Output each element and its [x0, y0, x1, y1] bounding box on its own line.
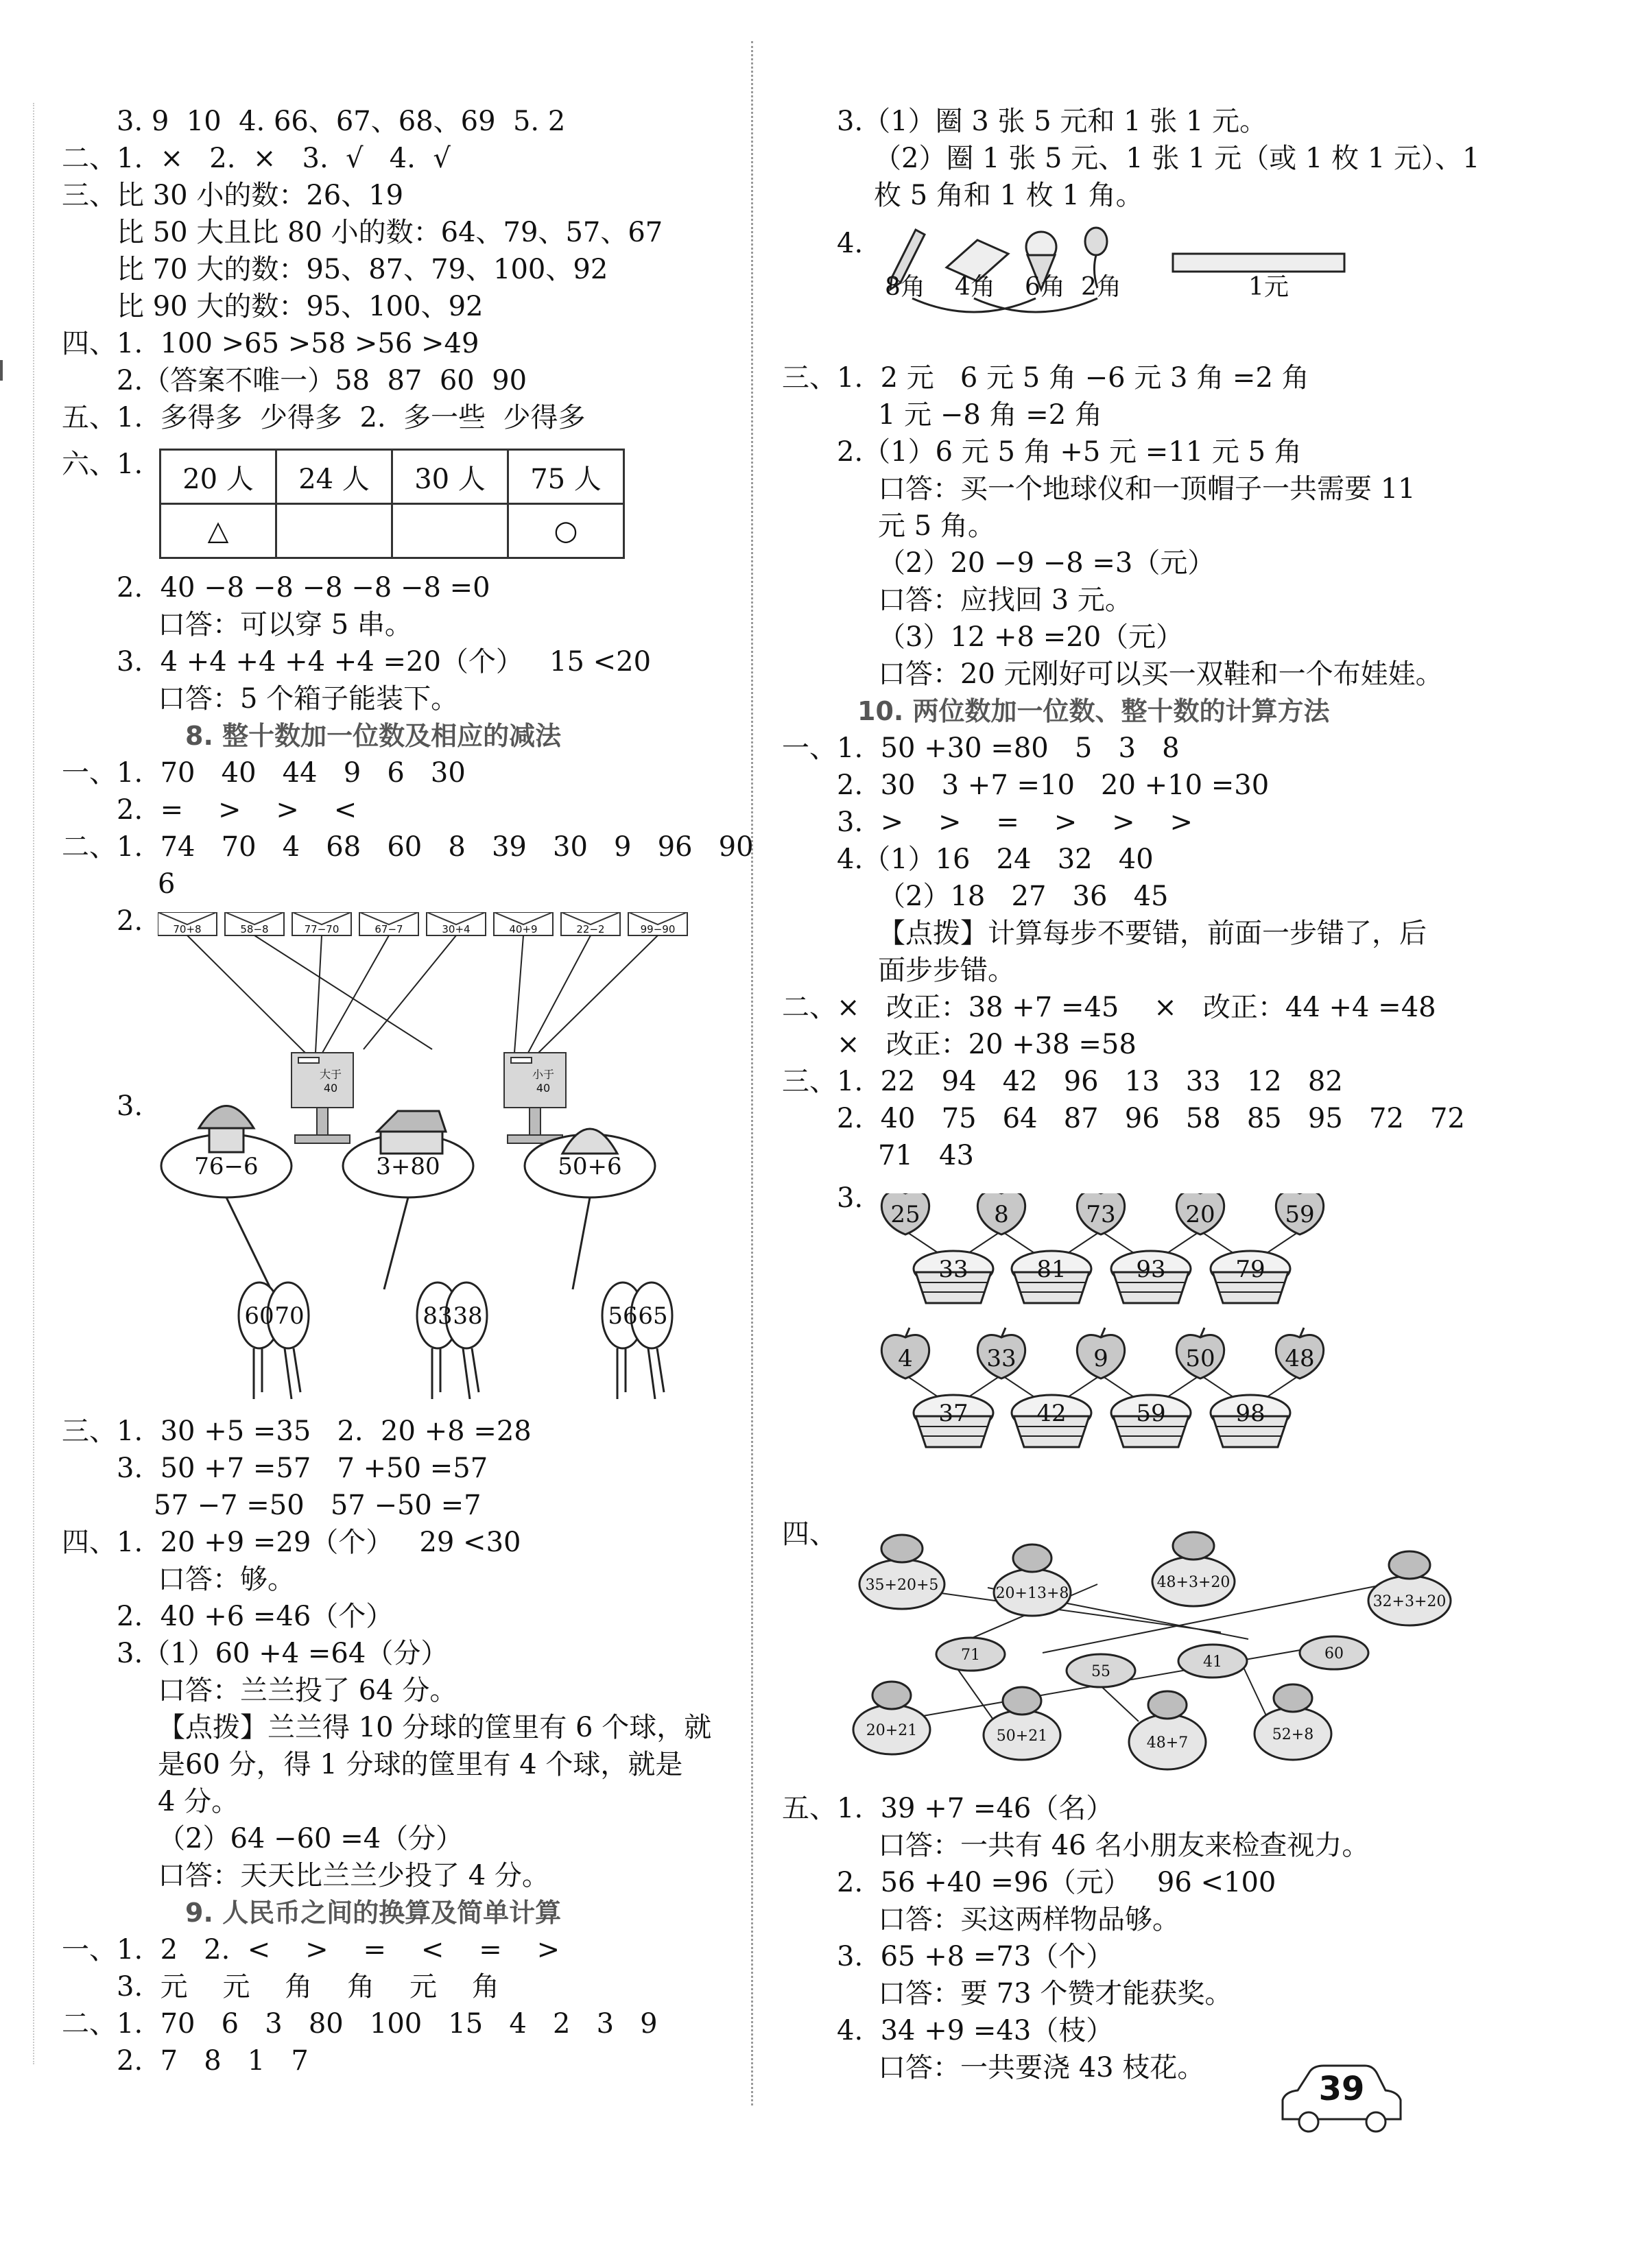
answer-line: 一、1. 2 2. < > = < = >	[62, 1934, 560, 1966]
leaf-number: 60	[1324, 1645, 1344, 1662]
frog-icon	[984, 1687, 1060, 1760]
mailbox-label: 大于 40	[319, 1068, 342, 1095]
answer-line: 四、1. 20 +9 =29（个） 29 <30	[62, 1527, 521, 1558]
answer-line: 71 43	[878, 1140, 974, 1171]
answer-line: 口答：一共有 46 名小朋友来检查视力。	[878, 1830, 1370, 1861]
table-header: 24 人	[276, 450, 392, 504]
basket-number: 93	[1136, 1256, 1166, 1283]
envelope-label: 70+8	[173, 923, 202, 935]
answer-line: 三、1. 22 94 42 96 13 33 12 82	[782, 1066, 1343, 1097]
answer-line: 比 50 大且比 80 小的数：64、79、57、67	[117, 217, 663, 248]
answer-line: （2）64 −60 =4（分）	[158, 1823, 464, 1854]
answer-line: 2.	[117, 905, 143, 937]
answer-line: 4. 34 +9 =43（枝）	[837, 2015, 1114, 2046]
answer-line: （2）圈 1 张 5 元、1 张 1 元（或 1 枚 1 元）、1	[874, 143, 1480, 174]
key-icon	[602, 1282, 672, 1399]
house-expression: 50+6	[558, 1153, 622, 1180]
key-number: 38	[453, 1302, 483, 1330]
apple-number: 9	[1093, 1345, 1108, 1372]
answer-line: 比 70 大的数：95、87、79、100、92	[117, 254, 608, 285]
answer-line: 2. 56 +40 =96（元） 96 <100	[837, 1867, 1276, 1898]
price-label: 1元	[1248, 273, 1289, 301]
basket-number: 79	[1235, 1256, 1265, 1283]
envelope-label: 77−70	[304, 923, 340, 935]
frog-icon	[853, 1682, 930, 1754]
frog-icon	[859, 1535, 944, 1609]
apple-number: 4	[898, 1345, 913, 1372]
answer-line: 六、1.	[62, 449, 143, 480]
table-header: 30 人	[392, 450, 508, 504]
price-label: 2角	[1081, 273, 1121, 301]
answer-line: 一、1. 50 +30 =80 5 3 8	[782, 732, 1180, 764]
envelope-label: 99−90	[640, 923, 676, 935]
answer-line: 口答：一共要浇 43 枝花。	[878, 2052, 1205, 2084]
answer-line: （2）18 27 36 45	[878, 881, 1169, 912]
frog-leaf-figure	[851, 1516, 1468, 1776]
page-edge-line	[33, 103, 34, 2064]
envelope-label: 67−7	[374, 923, 403, 935]
basket-number: 81	[1036, 1256, 1067, 1283]
envelope-label: 30+4	[442, 923, 471, 935]
answer-line: 二、1. × 2. × 3. √ 4. √	[62, 143, 451, 174]
basket-number: 33	[938, 1256, 968, 1283]
key-number: 83	[423, 1302, 453, 1330]
frog-expression: 50+21	[996, 1728, 1048, 1745]
answer-line: 三、比 30 小的数：26、19	[62, 180, 404, 211]
answer-line: 口答：天天比兰兰少投了 4 分。	[158, 1860, 549, 1891]
answer-line: 3.	[117, 1090, 143, 1122]
answer-line: 三、1. 2 元 6 元 5 角 −6 元 3 角 =2 角	[782, 362, 1309, 394]
answer-line: 元 5 角。	[878, 510, 995, 542]
answer-line: （2）20 −9 −8 =3（元）	[878, 547, 1215, 579]
frog-expression: 48+7	[1146, 1734, 1189, 1752]
answer-line: 6	[158, 868, 176, 900]
answer-line: 2. 40 −8 −8 −8 −8 −8 =0	[117, 572, 490, 604]
answer-line: 比 90 大的数：95、100、92	[117, 291, 484, 322]
frog-icon	[1368, 1551, 1451, 1625]
answer-line: 1 元 −8 角 =2 角	[878, 399, 1102, 431]
frog-expression: 35+20+5	[865, 1577, 939, 1594]
apple-basket-figure	[878, 1193, 1468, 1488]
leaf-number: 71	[961, 1647, 980, 1664]
basket-number: 42	[1036, 1400, 1067, 1427]
frog-icon	[1129, 1691, 1206, 1769]
answer-line: 口答：5 个箱子能装下。	[158, 683, 459, 715]
answer-line: 口答：够。	[158, 1564, 295, 1595]
answer-line: （3）12 +8 =20（元）	[878, 621, 1184, 653]
answer-line: 57 −7 =50 57 −50 =7	[154, 1490, 481, 1521]
hint-line: 【点拨】计算每步不要错，前面一步错了，后	[878, 918, 1427, 949]
frog-icon	[994, 1544, 1071, 1616]
envelope-label: 22−2	[576, 923, 605, 935]
answer-line: 2. = > > <	[117, 794, 357, 826]
hint-line: 【点拨】兰兰得 10 分球的筐里有 6 个球，就	[158, 1712, 712, 1743]
answer-line: × 改正：20 +38 =58	[837, 1029, 1137, 1060]
table-header: 20 人	[160, 450, 276, 504]
section-heading: 9. 人民币之间的换算及简单计算	[185, 1898, 562, 1928]
frog-expression: 20+21	[866, 1722, 918, 1739]
apple-number: 33	[986, 1345, 1016, 1372]
leaf-number: 55	[1091, 1663, 1110, 1680]
answer-line: 2.（1）6 元 5 角 +5 元 =11 元 5 角	[837, 436, 1302, 468]
margin-mark	[0, 360, 3, 381]
page-number-badge	[1276, 2051, 1413, 2147]
apple-number: 48	[1285, 1345, 1315, 1372]
frog-icon	[1255, 1684, 1331, 1760]
table-cell: ○	[508, 504, 624, 558]
price-items-figure	[878, 226, 1468, 329]
answer-line: 3.（1）60 +4 =64（分）	[117, 1638, 449, 1669]
apple-number: 73	[1086, 1201, 1116, 1228]
key-number: 65	[638, 1302, 668, 1330]
answer-line: 口答：兰兰投了 64 分。	[158, 1675, 457, 1706]
answer-line: 3.	[837, 1182, 864, 1214]
answer-line: 二、× 改正：38 +7 =45 × 改正：44 +4 =48	[782, 992, 1436, 1023]
hint-line: 面步步错。	[878, 955, 1015, 986]
answer-line: 2. 30 3 +7 =10 20 +10 =30	[837, 769, 1270, 801]
answer-line: 口答：应找回 3 元。	[878, 584, 1132, 616]
answer-line: 口答：要 73 个赞才能获奖。	[878, 1978, 1233, 2009]
key-number: 56	[608, 1302, 638, 1330]
answer-line: 四、	[782, 1518, 837, 1550]
basket-number: 59	[1136, 1400, 1166, 1427]
key-icon	[417, 1282, 487, 1399]
house-expression: 3+80	[376, 1153, 440, 1180]
key-number: 60	[244, 1302, 274, 1330]
answer-line: 一、1. 70 40 44 9 6 30	[62, 757, 466, 789]
apple-number: 25	[890, 1201, 920, 1228]
answer-line: 2. 40 75 64 87 96 58 85 95 72 72	[837, 1103, 1465, 1134]
people-table	[159, 449, 625, 559]
answer-line: 3. 4 +4 +4 +4 +4 =20（个） 15 <20	[117, 646, 652, 678]
key-icon	[239, 1282, 309, 1399]
answer-line: 口答：20 元刚好可以买一双鞋和一个布娃娃。	[878, 658, 1443, 690]
envelope-label: 40+9	[509, 923, 538, 935]
hint-line: 是60 分，得 1 分球的筐里有 4 个球，就是	[158, 1749, 683, 1780]
envelope-label: 58−8	[240, 923, 269, 935]
answer-line: 口答：买一个地球仪和一顶帽子一共需要 11	[878, 473, 1416, 505]
table-cell: △	[160, 504, 276, 558]
house-expression: 76−6	[194, 1153, 259, 1180]
answer-line: 2. 7 8 1 7	[117, 2045, 309, 2077]
answer-line: 枚 5 角和 1 枚 1 角。	[874, 180, 1143, 211]
page-number: 39	[1318, 2070, 1365, 2108]
answer-line: 3. 元 元 角 角 元 角	[117, 1971, 499, 2003]
mailbox-label: 小于 40	[532, 1068, 555, 1095]
frog-expression: 52+8	[1272, 1726, 1314, 1743]
frog-expression: 48+3+20	[1156, 1574, 1230, 1591]
answer-line: 三、1. 30 +5 =35 2. 20 +8 =28	[62, 1416, 532, 1447]
hint-line: 4 分。	[158, 1786, 239, 1817]
answer-line: 五、1. 39 +7 =46（名）	[782, 1793, 1114, 1824]
answer-line: 3.（1）圈 3 张 5 元和 1 张 1 元。	[837, 106, 1268, 137]
price-label: 6角	[1025, 273, 1065, 301]
answer-line: 二、1. 70 6 3 80 100 15 4 2 3 9	[62, 2008, 658, 2040]
price-label: 4角	[955, 273, 995, 301]
answer-line: 四、1. 100 >65 >58 >56 >49	[62, 328, 479, 359]
apple-number: 20	[1185, 1201, 1215, 1228]
answer-line: 3. 9 10 4. 66、67、68、69 5. 2	[117, 106, 566, 137]
house-key-figure	[151, 1090, 754, 1399]
frog-expression: 32+3+20	[1372, 1593, 1447, 1610]
ruler-icon	[1173, 254, 1344, 272]
table-header: 75 人	[508, 450, 624, 504]
frog-icon	[1152, 1532, 1235, 1606]
answer-line: 4.	[837, 228, 864, 259]
frog-expression: 20+13+8	[995, 1585, 1069, 1602]
answer-line: 口答：买这两样物品够。	[878, 1904, 1180, 1935]
apple-number: 59	[1285, 1201, 1315, 1228]
answer-line: 2.（答案不唯一）58 87 60 90	[117, 365, 527, 396]
section-heading: 8. 整十数加一位数及相应的减法	[185, 721, 562, 751]
table-cell	[276, 504, 392, 558]
answer-line: 3. 50 +7 =57 7 +50 =57	[117, 1453, 488, 1484]
basket-number: 37	[938, 1400, 968, 1427]
table-cell	[392, 504, 508, 558]
basket-number: 98	[1235, 1400, 1265, 1427]
answer-line: 4.（1）16 24 32 40	[837, 844, 1154, 875]
key-number: 70	[274, 1302, 305, 1330]
answer-line: 五、1. 多得多 少得多 2. 多一些 少得多	[62, 402, 586, 433]
apple-number: 8	[994, 1201, 1009, 1228]
apple-number: 50	[1185, 1345, 1215, 1372]
answer-line: 口答：可以穿 5 串。	[158, 609, 412, 641]
answer-line: 3. > > = > > >	[837, 807, 1193, 838]
mushroom-house-icon	[161, 1106, 292, 1198]
answer-line: 二、1. 74 70 4 68 60 8 39 30 9 96 90	[62, 831, 754, 863]
section-heading: 10. 两位数加一位数、整十数的计算方法	[857, 696, 1330, 726]
answer-line: 2. 40 +6 =46（个）	[117, 1601, 394, 1632]
leaf-number: 41	[1203, 1654, 1222, 1671]
answer-line: 3. 65 +8 =73（个）	[837, 1941, 1114, 1972]
price-label: 8角	[885, 273, 925, 301]
